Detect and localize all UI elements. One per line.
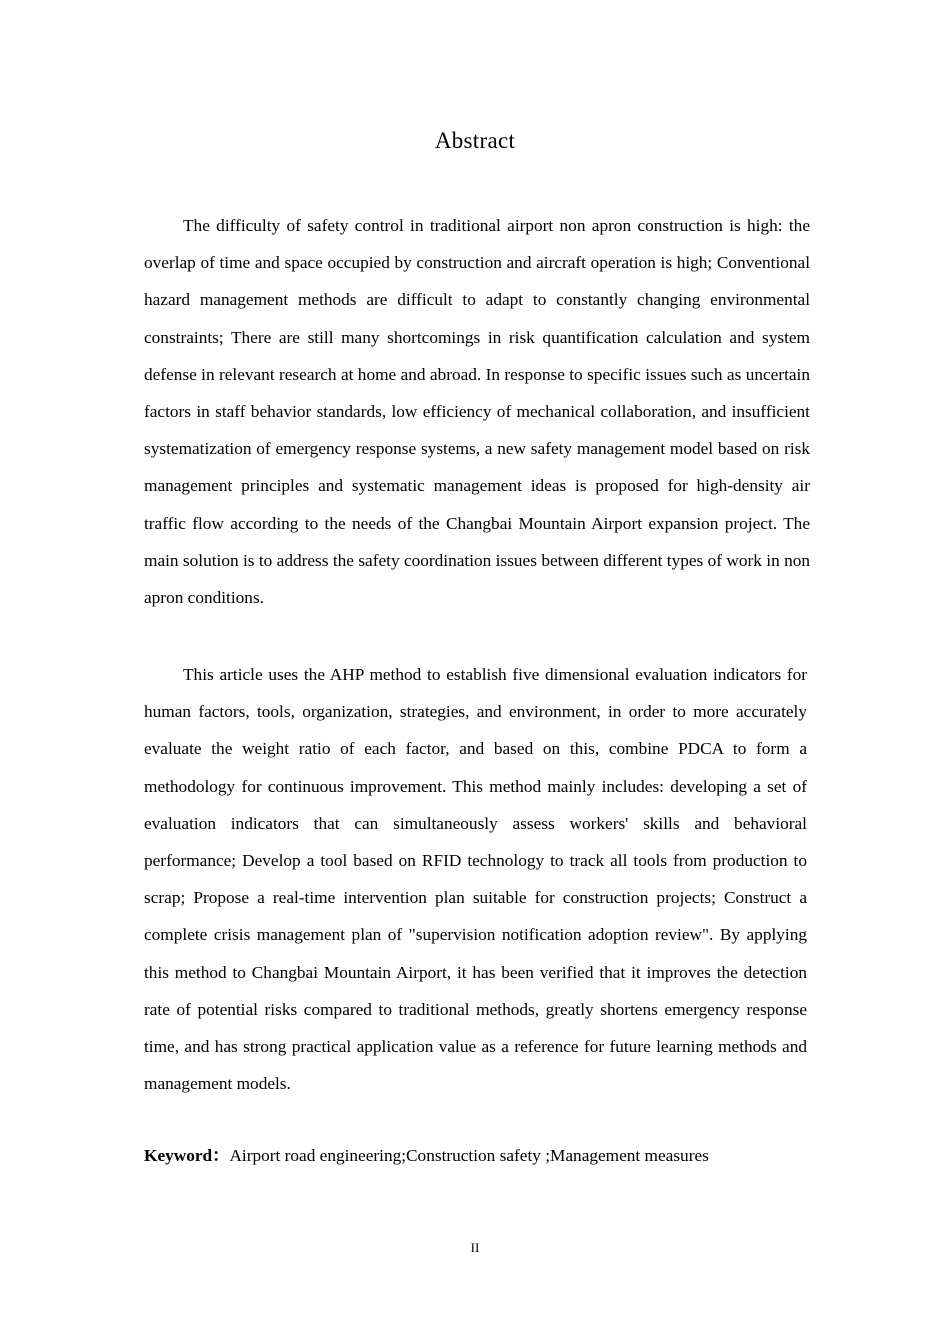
keywords-text: Airport road engineering;Construction safety ;Management measures [229,1146,709,1165]
page-number: II [470,1240,480,1255]
abstract-paragraph-1 [144,207,810,616]
abstract-paragraph-2 [144,656,807,1102]
paragraph-text: This article uses the AHP method to establish five dimensional evaluation indicators for human factors, tools, organization, strategies, and environment, in order to more accurately evaluate the weight ratio of each factor, and based on this, combine PDCA to form a methodology for continuous improvement. This method mainly includes: developing a set of evaluation indicators that can simultaneously assess workers' skills and behavioral performance; Develop a tool based on RFID technology to track all tools from production to scrap; Propose a real-time intervention plan suitable for construction projects; Construct a complete crisis management plan of "supervision notification adoption review". By applying this method to Changbai Mountain Airport, it has been verified that it improves the detection rate of potential risks compared to traditional methods, greatly shortens emergency response time, and has strong practical application value as a reference for future learning methods and management models. [144,665,807,1094]
keywords-label: Keyword： [144,1146,230,1165]
paragraph-text: The difficulty of safety control in traditional airport non apron construction is high: the overlap of time and space occupied by construction and aircraft operation is high; Conventional hazard management methods are difficult to adapt to constantly changing environmental constraints; There are still many shortcomings in risk quantification calculation and system defense in relevant research at home and abroad. In response to specific issues such as uncertain factors in staff behavior standards, low efficiency of mechanical collaboration, and insufficient systematization of emergency response systems, a new safety management model based on risk management principles and systematic management ideas is proposed for high-density air traffic flow according to the needs of the Changbai Mountain Airport expansion project. The main solution is to address the safety coordination issues between different types of work in non apron conditions. [144,216,810,608]
keywords-line [144,1141,824,1171]
abstract-title: Abstract [434,128,516,153]
